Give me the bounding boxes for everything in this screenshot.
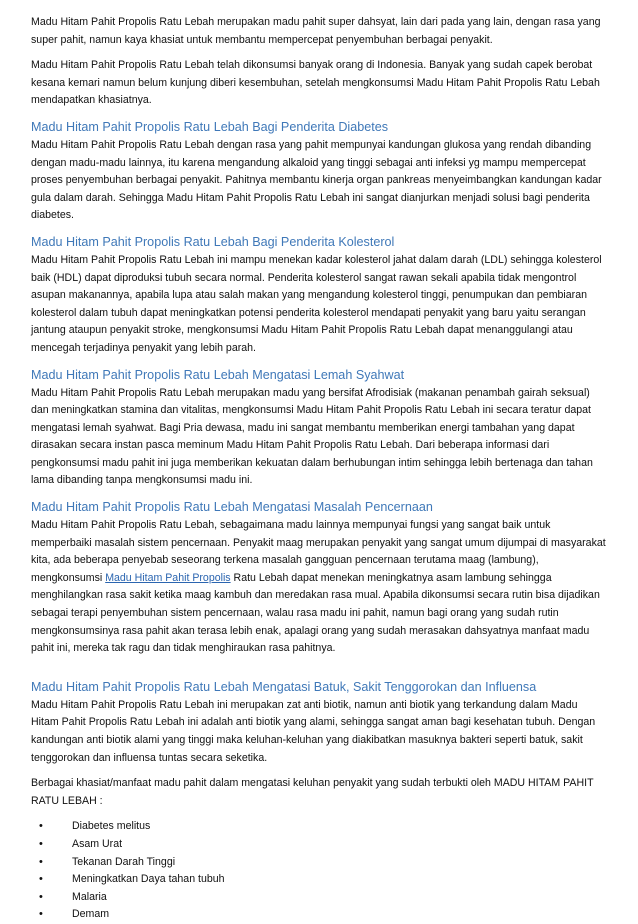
closing-paragraph: Berbagai khasiat/manfaat madu pahit dalam mengatasi keluhan penyakit yang sudah terbukti oleh MADU HITAM PAHIT RATU LEBAH : bbox=[31, 777, 594, 807]
list-item bbox=[31, 906, 608, 924]
paragraph-pencernaan bbox=[31, 517, 608, 658]
list-item-label: Asam Urat bbox=[72, 837, 123, 850]
bullet-icon: • bbox=[39, 873, 43, 886]
list-item-label: Demam bbox=[72, 908, 110, 921]
bullet-icon: • bbox=[39, 837, 43, 850]
heading-diabetes: Madu Hitam Pahit Propolis Ratu Lebah Bagi Penderita Diabetes bbox=[31, 119, 389, 134]
intro-paragraph-2: Madu Hitam Pahit Propolis Ratu Lebah telah dikonsumsi banyak orang di Indonesia. Banyak yang sudah capek berobat kesana kemari namun belum kunjung diberi kesembuhan, setelah mengkonsumsi Madu Hitam Pahit Propolis Ratu Lebah mendapatkan khasiatnya. bbox=[31, 59, 600, 107]
paragraph-lemah-syahwat: Madu Hitam Pahit Propolis Ratu Lebah merupakan madu yang bersifat Afrodisiak (makanan penambah gairah seksual) dan meningkatkan stamina dan vitalitas, mengkonsumsi Madu Hitam Pahit Propolis Ratu Lebah ini secara teratur dapat mengatasi lemah syahwat. Bagi Pria dewasa, madu ini sangat membantu memberikan energi tambahan yang dapat dirasakan secara instan pasca meminum Madu Hitam Pahit Propolis Ratu Lebah. Dari beberapa informasi dari pengkonsumsi madu pahit ini juga memberikan kekuatan dalam berhubungan intim sehingga lebih bertenaga dan tahan lama dibanding tanpa mengkonsumsi madu ini. bbox=[31, 386, 593, 487]
bullet-icon: • bbox=[39, 820, 43, 833]
list-item bbox=[31, 818, 608, 836]
section-spacer bbox=[31, 666, 608, 678]
intro-paragraph-1: Madu Hitam Pahit Propolis Ratu Lebah merupakan madu pahit super dahsyat, lain dari pada yang lain, dengan rasa yang super pahit, namun kaya khasiat untuk membantu mempercepat penyembuhan berbagai penyakit. bbox=[31, 16, 601, 46]
pencernaan-text-after: Ratu Lebah dapat menekan meningkatnya asam lambung sehingga menghilangkan rasa sakit ketika maag kambuh dan meredakan rasa mual. Apabila dikonsumsi secara rutin bisa dijadikan sebagai terapi penyembuhan sistem pencernaan, walau rasa madu ini pahit, namun bagi orang yang sudah rutin mengkonsumsinya rasa pahit akan terasa lebih enak, apalagi orang yang sudah merasakan dahsyatnya manfaat madu pahit ini, mereka tak ragu dan tidak menghiraukan rasa pahitnya. bbox=[31, 571, 600, 655]
list-item bbox=[31, 889, 608, 907]
bullet-icon: • bbox=[39, 908, 43, 921]
heading-pencernaan: Madu Hitam Pahit Propolis Ratu Lebah Mengatasi Masalah Pencernaan bbox=[31, 500, 433, 515]
paragraph-diabetes: Madu Hitam Pahit Propolis Ratu Lebah dengan rasa yang pahit mempunyai kandungan glukosa yang rendah dibanding dengan madu-madu lainnya, itu karena mengandung alkaloid yang tinggi sebagai anti infeksi yg mampu mempercepat proses penyembuhan berbagai penyakit. Pahitnya membantu kinerja organ pankreas menyeimbangkan kandungan kadar gula dalam darah. Sehingga Madu Hitam Pahit Propolis Ratu Lebah ini sangat dianjurkan menjadi solusi bagi penderita diabetes. bbox=[31, 138, 602, 222]
paragraph-batuk-influensa: Madu Hitam Pahit Propolis Ratu Lebah ini merupakan zat anti biotik, namun anti biotik yang terkandung dalam Madu Hitam Pahit Propolis Ratu Lebah ini adalah anti biotik yang alami, sehingga sangat aman bagi kesehatan tubuh. Dengan kandungan anti biotik alami yang tinggi maka keluhan-keluhan yang diakibatkan masuknya bakteri seperti batuk, sakit tenggorokan dan influensa tuntas secara seketika. bbox=[31, 698, 596, 764]
list-item bbox=[31, 836, 608, 854]
list-item bbox=[31, 854, 608, 872]
heading-kolesterol: Madu Hitam Pahit Propolis Ratu Lebah Bagi Penderita Kolesterol bbox=[31, 234, 395, 249]
list-item-label: Diabetes melitus bbox=[72, 820, 151, 833]
madu-hitam-pahit-propolis-link[interactable]: Madu Hitam Pahit Propolis bbox=[105, 571, 231, 584]
list-item-label: Tekanan Darah Tinggi bbox=[72, 855, 176, 868]
list-item-label: Malaria bbox=[72, 890, 107, 903]
paragraph-kolesterol: Madu Hitam Pahit Propolis Ratu Lebah ini mampu menekan kadar kolesterol jahat dalam darah (LDL) sehingga kolesterol baik (HDL) dapat diproduksi tubuh secara normal. Penderita kolesterol sangat rawan sekali apabila tidak mengontrol asupan makanannya, apabila lupa atau salah makan yang mengandung kolesterol tinggi, penumpukan dan pembiaran kolesterol dalam tubuh dapat meningkatkan potensi penderita kolesterol mendapati penyakit yang baru yaitu serangan jantung ataupun penyakit stroke, mengkonsumsi Madu Hitam Pahit Propolis Ratu Lebah dapat menanggulangi atau mencegah terjadinya penyakit yang lebih parah. bbox=[31, 253, 602, 354]
heading-batuk-influensa: Madu Hitam Pahit Propolis Ratu Lebah Mengatasi Batuk, Sakit Tenggorokan dan Influensa bbox=[31, 679, 537, 694]
heading-lemah-syahwat: Madu Hitam Pahit Propolis Ratu Lebah Mengatasi Lemah Syahwat bbox=[31, 367, 405, 382]
bullet-icon: • bbox=[39, 855, 43, 868]
list-item-label: Meningkatkan Daya tahan tubuh bbox=[72, 873, 225, 886]
benefits-list bbox=[31, 818, 608, 924]
list-item bbox=[31, 871, 608, 889]
bullet-icon: • bbox=[39, 890, 43, 903]
pencernaan-text-before: Madu Hitam Pahit Propolis Ratu Lebah, sebagaimana madu lainnya mempunyai fungsi yang sangat baik untuk memperbaiki masalah sistem pencernaan. Penyakit maag merupakan penyakit yang sangat umum dijumpai di masyarakat kita, ada beberapa penyebab seseorang terkena masalah gangguan pencernaan terutama maag (lambung), mengkonsumsi bbox=[31, 519, 606, 584]
